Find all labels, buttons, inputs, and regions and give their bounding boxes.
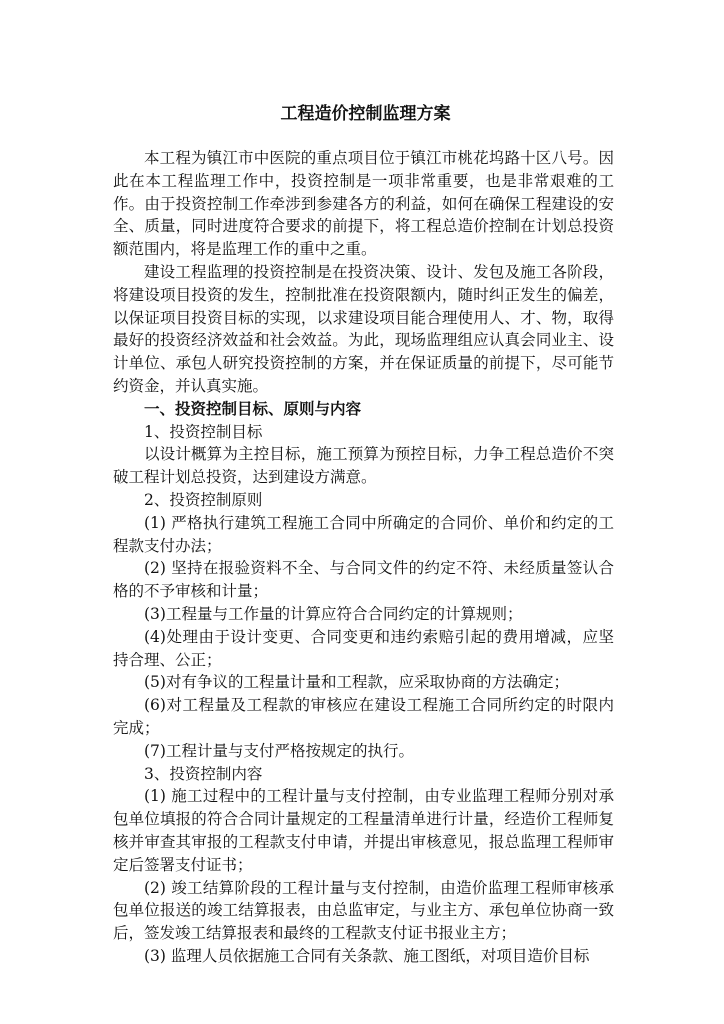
section-heading: 一、投资控制目标、原则与内容	[144, 399, 362, 418]
principle-item: (7)工程计量与支付严格按规定的执行。	[144, 741, 414, 760]
principle-item: (2) 坚持在报验资料不全、与合同文件的约定不符、未经质量签认合格的不予审核和计量；	[113, 559, 614, 601]
principle-item: (6)对工程量及工程款的审核应在建设工程施工合同所约定的时限内完成；	[113, 696, 614, 737]
principle-item: (4)处理由于设计变更、合同变更和违约索赔引起的费用增减，应坚持合理、公正；	[113, 627, 614, 669]
principle-item: (3)工程量与工作量的计算应符合合同约定的计算规则；	[144, 604, 523, 623]
subsection-title: 3、投资控制内容	[144, 764, 263, 783]
principle-item: (1) 严格执行建筑工程施工合同中所确定的合同价、单价和约定的工程款支付办法；	[113, 513, 614, 555]
subsection-text: 以设计概算为主控目标，施工预算为预控目标，力争工程总造价不突破工程计划总投资，达到建设方满意。	[113, 445, 614, 487]
document-body	[113, 147, 614, 968]
subsection-title: 2、投资控制原则	[144, 490, 263, 509]
subsection-title: 1、投资控制目标	[144, 422, 263, 441]
intro-paragraph: 本工程为镇江市中医院的重点项目位于镇江市桃花坞路十区八号。因此在本工程监理工作中，投资控制是一项非常重要，也是非常艰难的工作。由于投资控制工作牵涉到参建各方的利益，如何在确保工程建设的安全、质量，同时进度符合要求的前提下，将工程总造价控制在计划总投资额范围内，将是监理工作的重中之重。	[113, 149, 614, 259]
content-item: (1) 施工过程中的工程计量与支付控制，由专业监理工程师分别对承包单位填报的符合合同计量规定的工程量清单进行计量，经造价工程师复核并审查其审报的工程款支付申请，并提出审核意见，报总监理工程师审定后签署支付证书；	[113, 787, 614, 874]
intro-paragraph: 建设工程监理的投资控制是在投资决策、设计、发包及施工各阶段，将建设项目投资的发生，控制批准在投资限额内，随时纠正发生的偏差，以保证项目投资目标的实现，以求建设项目能合理使用人、才、物，取得最好的投资经济效益和社会效益。为此，现场监理组应认真会同业主、设计单位、承包人研究投资控制的方案，并在保证质量的前提下，尽可能节约资金，并认真实施。	[113, 262, 614, 395]
principle-item: (5)对有争议的工程量计量和工程款，应采取协商的方法确定；	[144, 673, 569, 692]
content-item: (2) 竣工结算阶段的工程计量与支付控制，由造价监理工程师审核承包单位报送的竣工结算报表，由总监审定，与业主方、承包单位协商一致后，签发竣工结算报表和最终的工程款支付证书报业主方；	[113, 878, 614, 943]
content-item: (3) 监理人员依据施工合同有关条款、施工图纸，对项目造价目标	[144, 946, 590, 965]
document-title: 工程造价控制监理方案	[280, 104, 451, 124]
